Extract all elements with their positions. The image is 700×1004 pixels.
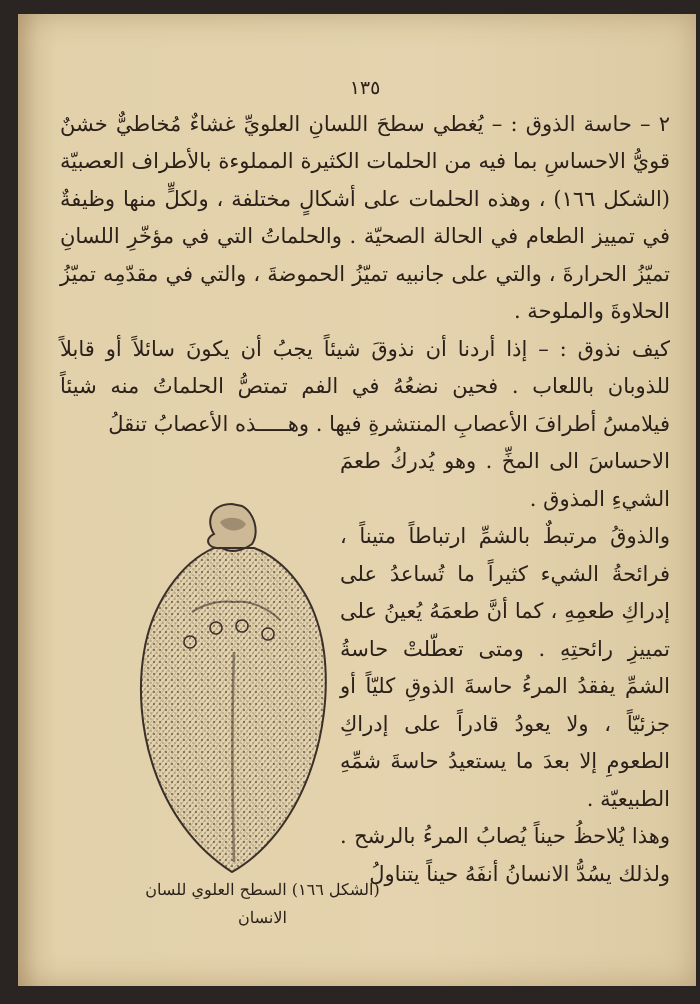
wrapped-text-column bbox=[340, 443, 670, 893]
caption-line-2: الانسان bbox=[238, 908, 287, 927]
tongue-engraving-icon bbox=[92, 492, 362, 877]
tongue-illustration bbox=[92, 492, 362, 877]
paragraph-taste-sense: ٢ – حاسة الذوق : – يُغطي سطحَ اللسانِ العلويِّ غشاءٌ مُخاطيٌّ خشنٌ قويُّ الاحساسِ بما فيه من الحلمات الكثيرة المملوءة بالأطراف العصبيّة (الشكل ١٦٦) ، وهذه الحلمات على أشكالٍ مختلفة ، ولكلٍّ منها وظيفةٌ في تمييز الطعام في الحالة الصحيّة . والحلماتُ التي في مؤخّرِ اللسانِ تميّزُ الحرارةَ ، والتي على جانبيه تميّزُ الحموضةَ ، والتي في مقدّمِه تميّزُ الحلاوةَ والملوحة . bbox=[60, 111, 670, 323]
paragraph-cold: وهذا يُلاحظُ حيناً يُصابُ المرءُ بالرشح . ولذلك يسُدُّ الانسانُ أنفَهُ حيناً يتناولُ bbox=[340, 824, 670, 886]
paragraph-brain-perception: الاحساسَ الى المخِّ . وهو يُدركُ طعمَ الشيءِ المذوق . bbox=[340, 449, 670, 511]
figure-caption bbox=[140, 876, 385, 932]
paragraph-taste-and-smell: والذوقُ مرتبطٌ بالشمِّ ارتباطاً متيناً ، فرائحةُ الشيء كثيراً ما تُساعدُ على إدراكِ طعمِهِ ، كما أنَّ طعمَهُ يُعينُ على تمييزِ رائحتِهِ . ومتى تعطّلتْ حاسةُ الشمِّ يفقدُ المرءُ حاسةَ الذوقِ كليّاً أو جزئيّاً ، ولا يعودُ قادراً على إدراكِ الطعومِ إلا بعدَ ما يستعيدُ حاسةَ شمِّهِ الطبيعيّة . bbox=[340, 524, 670, 811]
caption-line-1: (الشكل ١٦٦) السطح العلوي للسان bbox=[145, 880, 380, 899]
paragraph-how-we-taste: كيف نذوق : – إذا أردنا أن نذوقَ شيئاً يجبُ أن يكونَ سائلاً أو قابلاً للذوبان باللعاب . فحين نضعُهُ في الفم تمتصُّ الحلماتُ منه شيئاً فيلامسُ أطرافَ الأعصابِ المنتشرةِ فيها . وهـــــذه الأعصابُ تنقلُ bbox=[60, 336, 670, 436]
page-number: ١٣٥ bbox=[349, 77, 381, 99]
